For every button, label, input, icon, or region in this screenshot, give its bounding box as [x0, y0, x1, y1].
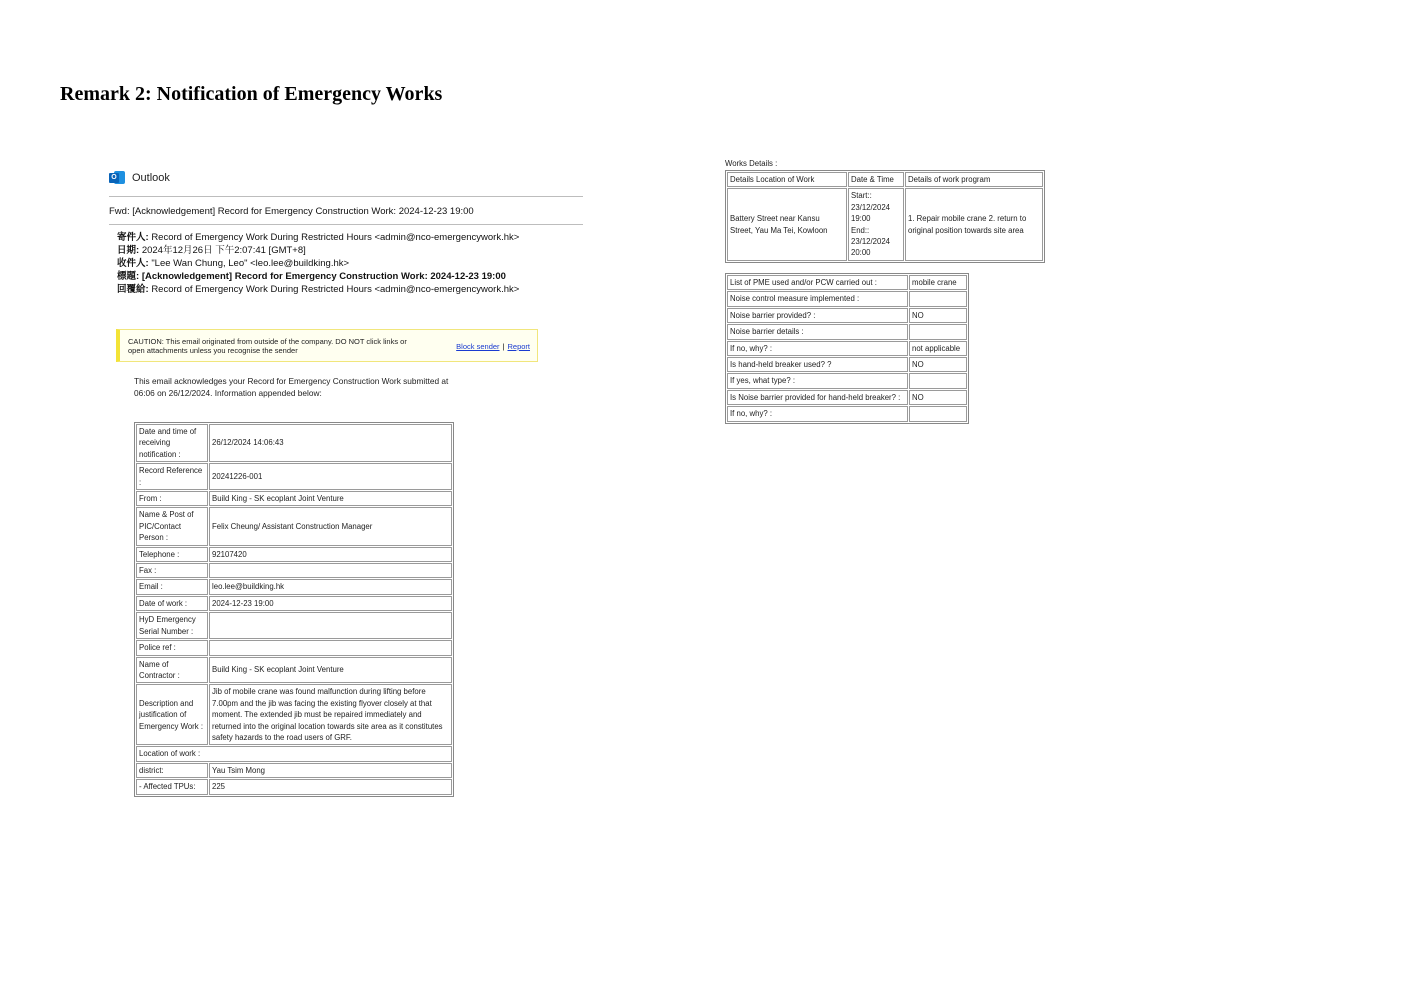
header-subject: 標題: [Acknowledgement] Record for Emergency Construction Work: 2024-12-23 19:00 [117, 271, 506, 282]
email-headers [117, 231, 519, 296]
row-label: List of PME used and/or PCW carried out : [727, 275, 908, 290]
header-from: 寄件人: Record of Emergency Work During Restricted Hours <admin@nco-emergencywork.hk> [117, 232, 520, 243]
divider [109, 196, 583, 197]
row-label: Noise barrier details : [727, 324, 908, 339]
table-row [136, 491, 452, 506]
table-row [727, 291, 967, 306]
table-header-row [727, 172, 1043, 187]
table-row [727, 324, 967, 339]
row-value [909, 324, 967, 339]
row-label: Name & Post of PIC/Contact Person : [136, 507, 208, 545]
table-row [136, 579, 452, 594]
row-label: Telephone : [136, 547, 208, 562]
outlook-brand [109, 170, 170, 186]
row-label: If yes, what type? : [727, 373, 908, 388]
table-row [136, 596, 452, 611]
row-value: 26/12/2024 14:06:43 [209, 424, 452, 462]
row-label: Is hand-held breaker used? ? [727, 357, 908, 372]
table-row [136, 547, 452, 562]
row-label: If no, why? : [727, 406, 908, 421]
row-value: 225 [209, 779, 452, 794]
row-label: If no, why? : [727, 341, 908, 356]
row-label: HyD Emergency Serial Number : [136, 612, 208, 639]
column-header: Details Location of Work [727, 172, 847, 187]
table-row [136, 463, 452, 490]
caution-banner [116, 329, 538, 362]
email-subject: Fwd: [Acknowledgement] Record for Emergency Construction Work: 2024-12-23 19:00 [109, 206, 474, 217]
row-value: NO [909, 357, 967, 372]
work-datetime: Start:: 23/12/2024 19:00 End:: 23/12/2024 20:00 [848, 188, 904, 260]
row-label: Email : [136, 579, 208, 594]
row-label: Police ref : [136, 640, 208, 655]
table-row [136, 684, 452, 745]
row-value: Felix Cheung/ Assistant Construction Manager [209, 507, 452, 545]
table-row [136, 563, 452, 578]
row-value: Build King - SK ecoplant Joint Venture [209, 657, 452, 684]
table-row [727, 308, 967, 323]
table-row [136, 612, 452, 639]
outlook-logo-icon: O [109, 170, 125, 186]
row-label: Date and time of receiving notification : [136, 424, 208, 462]
table-row [136, 657, 452, 684]
table-row [727, 373, 967, 388]
row-label: Date of work : [136, 596, 208, 611]
works-details-caption: Works Details : [725, 159, 778, 168]
row-value: NO [909, 390, 967, 405]
row-value [209, 612, 452, 639]
intro-text: This email acknowledges your Record for Emergency Construction Work submitted at 06:06 on 26/12/2024. Information appended below: [134, 376, 449, 398]
row-value: not applicable [909, 341, 967, 356]
table-row [136, 424, 452, 462]
table-row [727, 406, 967, 421]
row-label: district: [136, 763, 208, 778]
row-value: mobile crane [909, 275, 967, 290]
table-row [136, 779, 452, 794]
row-value: 92107420 [209, 547, 452, 562]
work-program: 1. Repair mobile crane 2. return to original position towards site area [905, 188, 1043, 260]
header-reply-to: 回覆給: Record of Emergency Work During Restricted Hours <admin@nco-emergencywork.hk> [117, 284, 520, 295]
header-to: 收件人: "Lee Wan Chung, Leo" <leo.lee@buildking.hk> [117, 258, 350, 269]
row-value: 2024-12-23 19:00 [209, 596, 452, 611]
report-link[interactable]: Report [507, 342, 530, 351]
table-row [727, 341, 967, 356]
divider [109, 224, 583, 225]
row-value: Build King - SK ecoplant Joint Venture [209, 491, 452, 506]
row-value [209, 563, 452, 578]
table-row [727, 275, 967, 290]
page-heading: Remark 2: Notification of Emergency Works [60, 83, 443, 105]
row-label: Record Reference : [136, 463, 208, 490]
row-label: Description and justification of Emergency Work : [136, 684, 208, 745]
row-label: From : [136, 491, 208, 506]
caution-text: CAUTION: This email originated from outside of the company. DO NOT click links or open attachments unless you recognise the sender [128, 337, 407, 355]
table-row [136, 507, 452, 545]
table-row [727, 188, 1043, 260]
header-date: 日期: 2024年12月26日 下午2:07:41 [GMT+8] [117, 245, 306, 256]
row-value: Jib of mobile crane was found malfunction during lifting before 7.00pm and the jib was facing the existing flyover closely at that moment. The extended jib must be repaired immediately and returned into the original location towards site area as it constitutes safety hazards to the road users of GRF. [209, 684, 452, 745]
table-row [136, 640, 452, 655]
table-row [136, 763, 452, 778]
row-label: Name of Contractor : [136, 657, 208, 684]
pme-noise-table [725, 273, 969, 424]
row-value: 20241226-001 [209, 463, 452, 490]
row-label: Fax : [136, 563, 208, 578]
row-value [909, 406, 967, 421]
row-value: leo.lee@buildking.hk [209, 579, 452, 594]
column-header: Date & Time [848, 172, 904, 187]
row-label: Is Noise barrier provided for hand-held breaker? : [727, 390, 908, 405]
table-row [136, 746, 452, 761]
row-label: - Affected TPUs: [136, 779, 208, 794]
row-label: Noise barrier provided? : [727, 308, 908, 323]
row-value: Yau Tsim Mong [209, 763, 452, 778]
row-value [909, 291, 967, 306]
row-label: Noise control measure implemented : [727, 291, 908, 306]
link-separator: | [502, 342, 505, 351]
acknowledgement-table [134, 422, 454, 797]
block-sender-link[interactable]: Block sender [456, 342, 500, 351]
table-row [727, 390, 967, 405]
row-value [909, 373, 967, 388]
column-header: Details of work program [905, 172, 1043, 187]
app-name: Outlook [132, 172, 170, 184]
row-label: Location of work : [136, 746, 452, 761]
works-details-table [725, 170, 1045, 263]
table-row [727, 357, 967, 372]
work-location: Battery Street near Kansu Street, Yau Ma Tei, Kowloon [727, 188, 847, 260]
row-value [209, 640, 452, 655]
row-value: NO [909, 308, 967, 323]
